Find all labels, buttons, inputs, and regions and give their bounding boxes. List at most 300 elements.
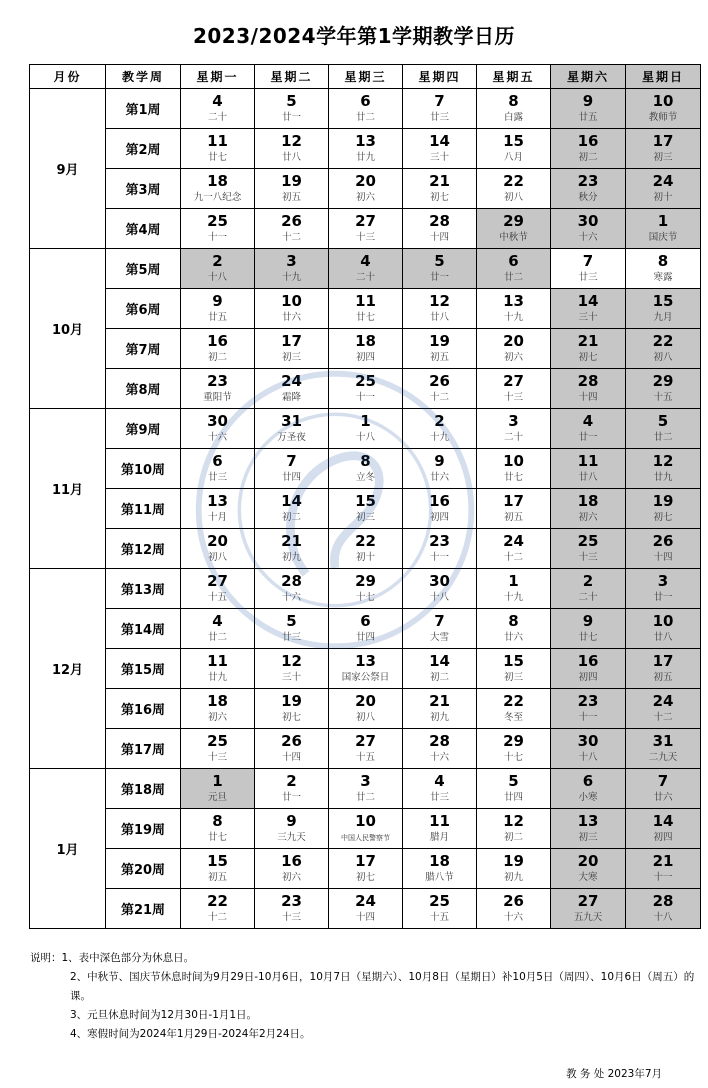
lunar-label: 初八 xyxy=(207,552,227,563)
lunar-label: 初五 xyxy=(653,672,673,683)
rest-day-cell xyxy=(626,649,701,689)
notes xyxy=(30,949,700,1044)
lunar-label: 廿六 xyxy=(429,472,449,483)
week-row xyxy=(30,289,701,329)
day-number: 25 xyxy=(577,532,599,550)
week-row xyxy=(30,729,701,769)
day-number: 2 xyxy=(212,252,223,270)
lunar-label: 初九 xyxy=(503,872,523,883)
lunar-label: 初八 xyxy=(355,712,375,723)
day-number: 19 xyxy=(281,692,302,710)
header-mon: 星期一 xyxy=(181,65,255,89)
day-number: 18 xyxy=(577,492,599,510)
calendar-body xyxy=(30,89,701,929)
rest-day-cell xyxy=(626,89,701,129)
day-number: 12 xyxy=(652,452,674,470)
lunar-label: 十五 xyxy=(429,912,449,923)
day-number: 5 xyxy=(434,252,445,270)
lunar-label: 三十 xyxy=(429,152,449,163)
day-cell xyxy=(477,89,551,129)
day-number: 11 xyxy=(429,812,450,830)
lunar-label: 初四 xyxy=(578,672,598,683)
day-number: 18 xyxy=(207,692,228,710)
day-number: 1 xyxy=(212,772,223,790)
week-label: 第13周 xyxy=(106,569,181,609)
day-number: 22 xyxy=(652,332,674,350)
lunar-label: 二十 xyxy=(503,432,523,443)
day-cell xyxy=(477,489,551,529)
rest-day-cell xyxy=(626,849,701,889)
week-row xyxy=(30,209,701,249)
day-number: 3 xyxy=(508,412,519,430)
day-number: 17 xyxy=(503,492,524,510)
lunar-label: 廿六 xyxy=(503,632,523,643)
lunar-label: 十三 xyxy=(355,232,375,243)
day-cell xyxy=(329,689,403,729)
day-cell xyxy=(477,169,551,209)
lunar-label: 重阳节 xyxy=(203,392,232,403)
day-cell xyxy=(255,449,329,489)
lunar-label: 十三 xyxy=(503,392,523,403)
lunar-label: 国庆节 xyxy=(648,232,678,243)
day-cell xyxy=(181,729,255,769)
rest-day-cell xyxy=(551,289,626,329)
day-number: 15 xyxy=(503,132,524,150)
lunar-label: 十一 xyxy=(207,232,227,243)
day-number: 28 xyxy=(652,892,674,910)
lunar-label: 十一 xyxy=(429,552,449,563)
header-thu: 星期四 xyxy=(403,65,477,89)
day-cell xyxy=(255,369,329,409)
day-cell xyxy=(477,289,551,329)
rest-day-cell xyxy=(551,769,626,809)
day-number: 23 xyxy=(281,892,302,910)
day-number: 22 xyxy=(503,692,524,710)
week-label: 第15周 xyxy=(106,649,181,689)
day-number: 26 xyxy=(429,372,450,390)
day-number: 4 xyxy=(582,412,594,430)
day-number: 3 xyxy=(360,772,371,790)
week-row xyxy=(30,329,701,369)
month-cell: 10月 xyxy=(30,249,106,409)
lunar-label: 廿七 xyxy=(355,312,375,323)
day-number: 19 xyxy=(429,332,450,350)
day-number: 21 xyxy=(281,532,302,550)
day-number: 5 xyxy=(286,92,297,110)
day-number: 12 xyxy=(503,812,524,830)
rest-day-cell xyxy=(626,209,701,249)
day-number: 29 xyxy=(503,212,524,230)
lunar-label: 十九 xyxy=(281,272,301,283)
day-number: 16 xyxy=(207,332,228,350)
week-label: 第10周 xyxy=(106,449,181,489)
week-label: 第7周 xyxy=(106,329,181,369)
day-cell xyxy=(477,729,551,769)
lunar-label: 中国人民警察节 xyxy=(341,834,390,842)
rest-day-cell xyxy=(551,849,626,889)
week-row xyxy=(30,169,701,209)
lunar-label: 初三 xyxy=(503,672,523,683)
header-fri: 星期五 xyxy=(477,65,551,89)
lunar-label: 八月 xyxy=(503,152,523,163)
day-number: 22 xyxy=(503,172,524,190)
rest-day-cell xyxy=(551,569,626,609)
day-number: 9 xyxy=(582,612,594,630)
lunar-label: 九月 xyxy=(653,312,673,323)
rest-day-cell xyxy=(551,809,626,849)
day-number: 27 xyxy=(207,572,228,590)
day-cell xyxy=(403,689,477,729)
day-number: 23 xyxy=(429,532,450,550)
day-number: 11 xyxy=(207,132,228,150)
lunar-label: 腊八节 xyxy=(425,872,454,883)
day-cell xyxy=(329,289,403,329)
lunar-label: 十八 xyxy=(355,432,375,443)
day-cell xyxy=(477,329,551,369)
day-number: 26 xyxy=(281,732,302,750)
lunar-label: 十五 xyxy=(653,392,673,403)
day-cell xyxy=(181,449,255,489)
rest-day-cell xyxy=(329,249,403,289)
week-label: 第1周 xyxy=(106,89,181,129)
day-cell xyxy=(181,529,255,569)
day-cell xyxy=(181,649,255,689)
day-number: 16 xyxy=(281,852,302,870)
day-number: 10 xyxy=(652,92,674,110)
day-number: 15 xyxy=(652,292,674,310)
lunar-label: 十八 xyxy=(207,272,227,283)
day-number: 25 xyxy=(429,892,450,910)
day-number: 26 xyxy=(281,212,302,230)
day-cell xyxy=(477,769,551,809)
note-4: 4、寒假时间为2024年1月29日-2024年2月24日。 xyxy=(70,1028,311,1040)
day-cell xyxy=(181,409,255,449)
rest-day-cell xyxy=(626,889,701,929)
lunar-label: 初二 xyxy=(503,832,523,843)
day-number: 13 xyxy=(503,292,524,310)
day-number: 13 xyxy=(355,652,376,670)
rest-day-cell xyxy=(626,289,701,329)
day-cell xyxy=(403,609,477,649)
day-cell xyxy=(329,329,403,369)
lunar-label: 十月 xyxy=(207,512,227,523)
lunar-label: 初七 xyxy=(429,192,449,203)
day-number: 19 xyxy=(281,172,302,190)
month-cell: 12月 xyxy=(30,569,106,769)
day-number: 2 xyxy=(286,772,297,790)
lunar-label: 大寒 xyxy=(578,872,598,883)
day-cell xyxy=(403,289,477,329)
signature: 教 务 处 2023年7月 xyxy=(566,1068,662,1080)
rest-day-cell xyxy=(181,769,255,809)
week-label: 第12周 xyxy=(106,529,181,569)
lunar-label: 五九天 xyxy=(573,912,603,923)
header-month: 月份 xyxy=(30,65,106,89)
day-cell xyxy=(403,569,477,609)
lunar-label: 初四 xyxy=(355,352,375,363)
day-cell xyxy=(329,169,403,209)
lunar-label: 三十 xyxy=(578,312,598,323)
day-number: 13 xyxy=(207,492,228,510)
day-cell xyxy=(551,249,626,289)
day-cell xyxy=(255,609,329,649)
rest-day-cell xyxy=(551,209,626,249)
note-2: 2、中秋节、国庆节休息时间为9月29日-10月6日，10月7日（星期六）、10月8日（星期日）补10月5日（周四）、10月6日（周五）的课。 xyxy=(70,971,695,1002)
day-number: 28 xyxy=(429,212,450,230)
day-number: 9 xyxy=(286,812,297,830)
day-number: 6 xyxy=(212,452,223,470)
lunar-label: 廿四 xyxy=(503,792,523,803)
month-cell: 11月 xyxy=(30,409,106,569)
lunar-label: 初八 xyxy=(503,192,523,203)
day-number: 7 xyxy=(582,252,594,270)
day-number: 17 xyxy=(652,132,674,150)
day-cell xyxy=(403,369,477,409)
lunar-label: 十六 xyxy=(578,232,598,243)
week-row xyxy=(30,649,701,689)
day-number: 27 xyxy=(577,892,599,910)
day-number: 18 xyxy=(207,172,228,190)
day-number: 6 xyxy=(360,92,371,110)
day-number: 6 xyxy=(582,772,594,790)
lunar-label: 十八 xyxy=(578,752,598,763)
day-number: 22 xyxy=(207,892,228,910)
lunar-label: 廿二 xyxy=(355,112,375,123)
lunar-label: 九一八纪念 xyxy=(193,192,242,203)
rest-day-cell xyxy=(551,449,626,489)
day-number: 16 xyxy=(577,132,599,150)
lunar-label: 十一 xyxy=(355,392,375,403)
lunar-label: 初十 xyxy=(653,192,673,203)
week-row xyxy=(30,569,701,609)
lunar-label: 初三 xyxy=(355,512,375,523)
day-cell xyxy=(403,489,477,529)
week-label: 第20周 xyxy=(106,849,181,889)
day-cell xyxy=(181,329,255,369)
day-number: 21 xyxy=(652,852,674,870)
week-label: 第19周 xyxy=(106,809,181,849)
day-number: 11 xyxy=(577,452,599,470)
week-row xyxy=(30,769,701,809)
day-cell xyxy=(403,649,477,689)
day-cell xyxy=(181,209,255,249)
lunar-label: 廿五 xyxy=(207,312,227,323)
day-number: 7 xyxy=(434,612,445,630)
day-number: 8 xyxy=(212,812,223,830)
lunar-label: 十八 xyxy=(429,592,449,603)
day-number: 28 xyxy=(577,372,599,390)
day-cell xyxy=(329,489,403,529)
day-number: 5 xyxy=(286,612,297,630)
lunar-label: 十四 xyxy=(653,552,673,563)
day-number: 6 xyxy=(360,612,371,630)
rest-day-cell xyxy=(477,209,551,249)
day-number: 8 xyxy=(508,92,519,110)
day-number: 30 xyxy=(207,412,228,430)
week-label: 第5周 xyxy=(106,249,181,289)
rest-day-cell xyxy=(626,409,701,449)
day-cell xyxy=(255,849,329,889)
lunar-label: 初三 xyxy=(281,352,301,363)
day-number: 17 xyxy=(281,332,302,350)
week-label: 第18周 xyxy=(106,769,181,809)
day-number: 4 xyxy=(434,772,445,790)
day-cell xyxy=(403,89,477,129)
day-number: 19 xyxy=(503,852,524,870)
lunar-label: 十六 xyxy=(207,432,227,443)
day-number: 28 xyxy=(429,732,450,750)
lunar-label: 初六 xyxy=(207,712,227,723)
day-number: 12 xyxy=(281,652,302,670)
day-cell xyxy=(329,449,403,489)
month-cell: 1月 xyxy=(30,769,106,929)
day-number: 3 xyxy=(657,572,669,590)
week-row xyxy=(30,809,701,849)
day-number: 24 xyxy=(503,532,524,550)
day-cell xyxy=(329,729,403,769)
day-cell xyxy=(255,169,329,209)
day-number: 10 xyxy=(355,812,376,830)
week-label: 第9周 xyxy=(106,409,181,449)
rest-day-cell xyxy=(551,369,626,409)
week-row xyxy=(30,529,701,569)
lunar-label: 初二 xyxy=(578,152,598,163)
lunar-label: 十二 xyxy=(503,552,523,563)
day-cell xyxy=(329,809,403,849)
rest-day-cell xyxy=(403,249,477,289)
week-row xyxy=(30,89,701,129)
lunar-label: 初七 xyxy=(653,512,673,523)
day-number: 4 xyxy=(212,92,223,110)
header-sun: 星期日 xyxy=(626,65,701,89)
day-cell xyxy=(329,849,403,889)
lunar-label: 初四 xyxy=(429,512,449,523)
lunar-label: 廿三 xyxy=(281,632,301,643)
lunar-label: 廿七 xyxy=(207,152,227,163)
day-number: 24 xyxy=(355,892,376,910)
day-number: 17 xyxy=(652,652,674,670)
day-cell xyxy=(255,409,329,449)
rest-day-cell xyxy=(551,609,626,649)
lunar-label: 初六 xyxy=(355,192,375,203)
lunar-label: 二十 xyxy=(355,272,375,283)
day-number: 1 xyxy=(360,412,371,430)
lunar-label: 廿五 xyxy=(578,112,598,123)
day-number: 25 xyxy=(355,372,376,390)
lunar-label: 十八 xyxy=(653,912,673,923)
day-number: 14 xyxy=(652,812,674,830)
lunar-label: 廿三 xyxy=(578,272,598,283)
day-number: 20 xyxy=(355,172,376,190)
day-cell xyxy=(255,769,329,809)
rest-day-cell xyxy=(551,529,626,569)
lunar-label: 初五 xyxy=(207,872,227,883)
lunar-label: 初十 xyxy=(355,552,375,563)
day-number: 26 xyxy=(652,532,674,550)
day-cell xyxy=(477,529,551,569)
day-cell xyxy=(477,409,551,449)
day-number: 9 xyxy=(434,452,445,470)
day-cell xyxy=(255,89,329,129)
day-cell xyxy=(403,729,477,769)
day-cell xyxy=(255,329,329,369)
day-cell xyxy=(255,289,329,329)
lunar-label: 初六 xyxy=(281,872,301,883)
day-number: 23 xyxy=(207,372,228,390)
lunar-label: 十六 xyxy=(281,592,301,603)
lunar-label: 廿八 xyxy=(653,632,673,643)
week-row xyxy=(30,129,701,169)
rest-day-cell xyxy=(551,889,626,929)
week-row xyxy=(30,249,701,289)
lunar-label: 初六 xyxy=(503,352,523,363)
rest-day-cell xyxy=(551,649,626,689)
day-cell xyxy=(329,369,403,409)
day-number: 3 xyxy=(286,252,297,270)
day-number: 6 xyxy=(508,252,519,270)
day-cell xyxy=(255,729,329,769)
day-cell xyxy=(181,489,255,529)
day-number: 13 xyxy=(355,132,376,150)
header-tue: 星期二 xyxy=(255,65,329,89)
lunar-label: 廿二 xyxy=(503,272,523,283)
day-cell xyxy=(477,129,551,169)
week-label: 第11周 xyxy=(106,489,181,529)
day-cell xyxy=(403,209,477,249)
day-number: 24 xyxy=(652,692,674,710)
lunar-label: 廿四 xyxy=(281,472,301,483)
lunar-label: 廿七 xyxy=(578,632,598,643)
lunar-label: 初五 xyxy=(281,192,301,203)
lunar-label: 十七 xyxy=(503,752,523,763)
day-number: 8 xyxy=(657,252,669,270)
day-number: 29 xyxy=(652,372,674,390)
lunar-label: 十二 xyxy=(429,392,449,403)
rest-day-cell xyxy=(626,169,701,209)
lunar-label: 十五 xyxy=(207,592,227,603)
lunar-label: 初二 xyxy=(281,512,301,523)
lunar-label: 小寒 xyxy=(578,792,598,803)
day-number: 20 xyxy=(355,692,376,710)
day-number: 27 xyxy=(503,372,524,390)
day-number: 30 xyxy=(577,212,599,230)
day-number: 5 xyxy=(657,412,669,430)
day-number: 29 xyxy=(503,732,524,750)
day-cell xyxy=(477,369,551,409)
rest-day-cell xyxy=(626,449,701,489)
day-cell xyxy=(477,889,551,929)
rest-day-cell xyxy=(551,729,626,769)
lunar-label: 白露 xyxy=(503,112,523,123)
day-number: 9 xyxy=(582,92,594,110)
lunar-label: 廿一 xyxy=(429,272,449,283)
lunar-label: 十四 xyxy=(429,232,449,243)
day-cell xyxy=(403,889,477,929)
lunar-label: 万圣夜 xyxy=(277,432,306,443)
day-number: 14 xyxy=(429,652,450,670)
day-number: 24 xyxy=(281,372,302,390)
day-cell xyxy=(255,689,329,729)
lunar-label: 霜降 xyxy=(281,392,301,403)
day-cell xyxy=(403,129,477,169)
rest-day-cell xyxy=(626,729,701,769)
lunar-label: 冬至 xyxy=(503,712,523,723)
rest-day-cell xyxy=(551,489,626,529)
day-cell xyxy=(329,129,403,169)
lunar-label: 初九 xyxy=(429,712,449,723)
lunar-label: 三十 xyxy=(281,672,301,683)
rest-day-cell xyxy=(626,129,701,169)
